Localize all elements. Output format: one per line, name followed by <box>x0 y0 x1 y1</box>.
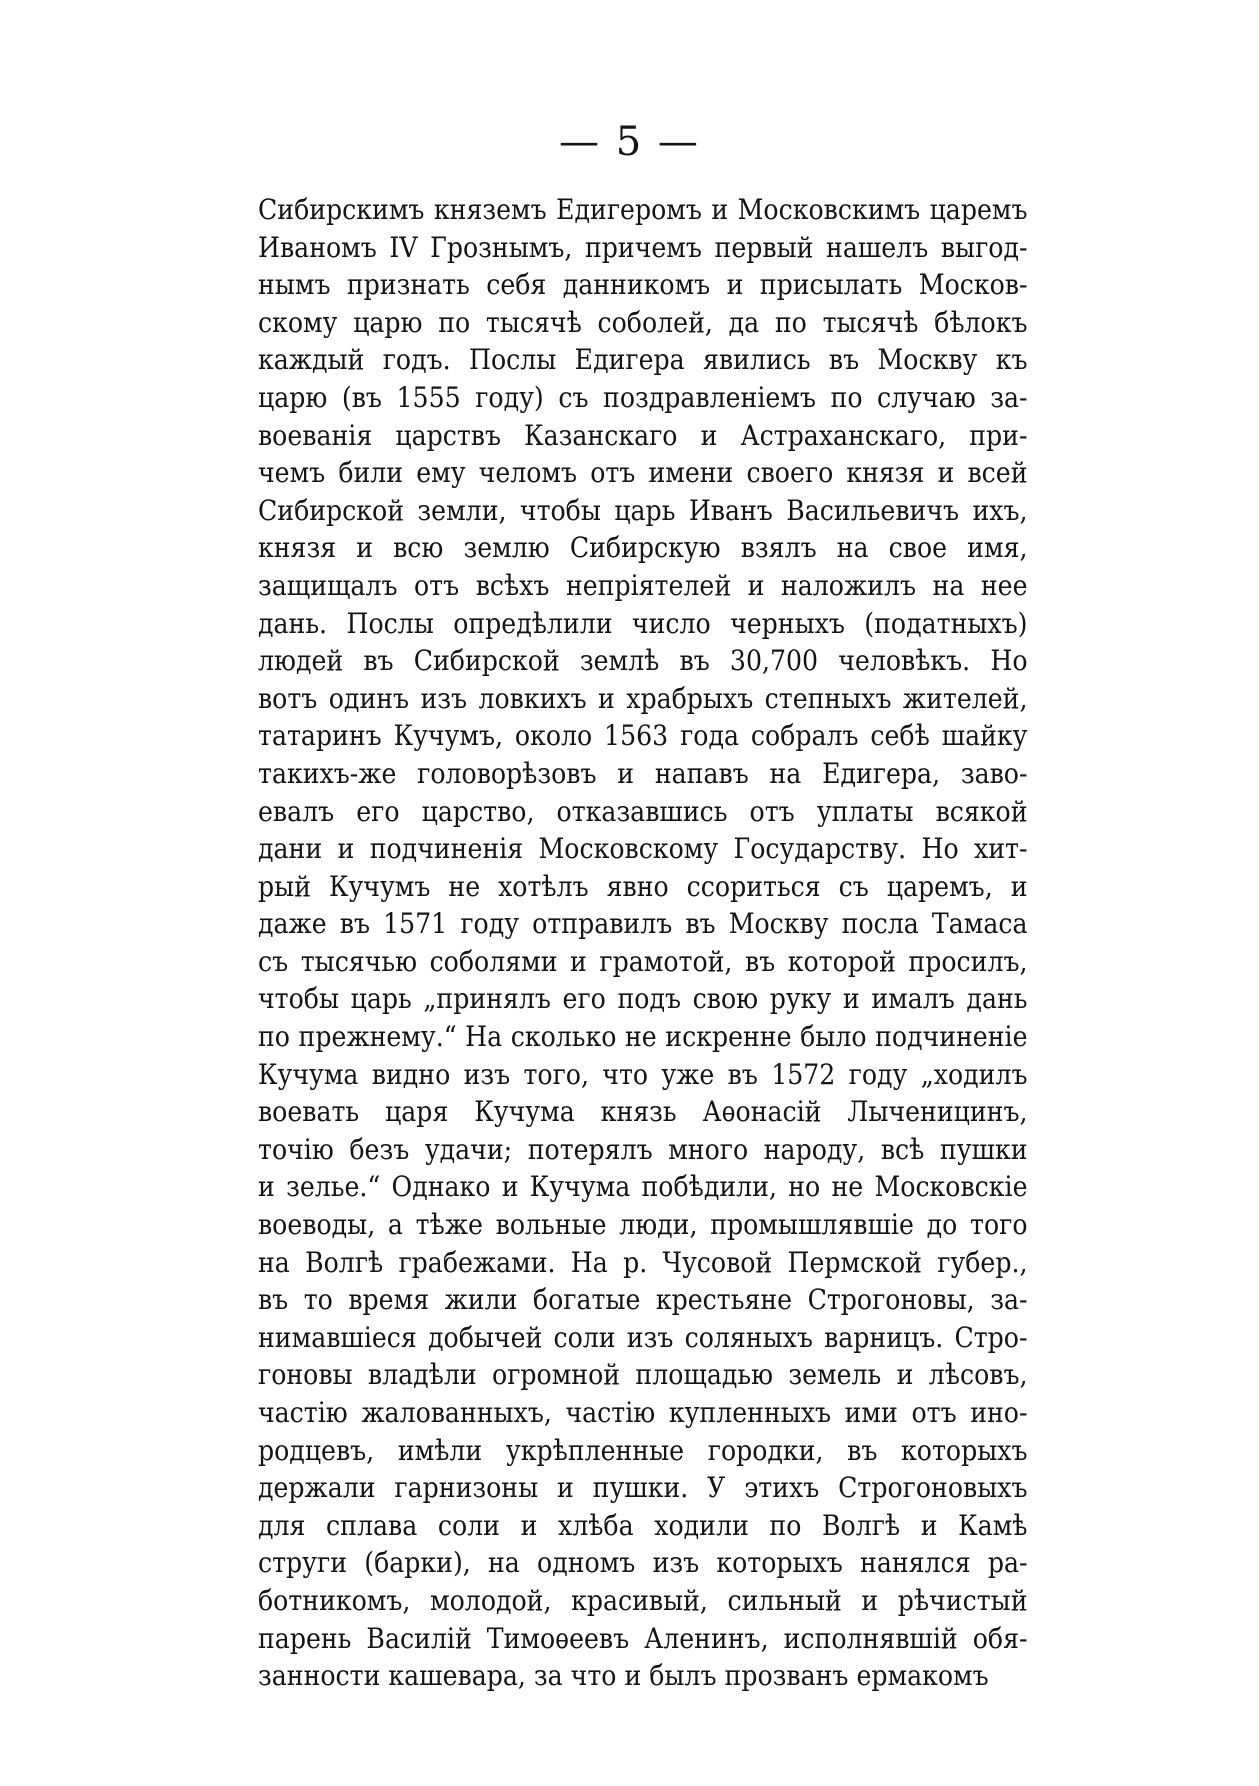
text-line: Иваномъ IV Грознымъ, причемъ первый нашелъ выгод- <box>258 230 1028 264</box>
text-line: воевать царя Кучума князь Аѳонасій Лыченицинъ, <box>258 1095 1028 1129</box>
text-line: дани и подчиненія Московскому Государству. Но хит- <box>258 832 1028 866</box>
text-line: для сплава соли и хлѣба ходили по Волгѣ и Камѣ <box>258 1508 1028 1542</box>
text-line: рый Кучумъ не хотѣлъ явно ссориться съ царемъ, и <box>258 869 1028 903</box>
text-line: князя и всю землю Сибирскую взялъ на свое имя, <box>258 531 1028 565</box>
text-line: нимавшіеся добычей соли изъ соляныхъ варницъ. Стро- <box>258 1320 1028 1354</box>
text-line: и зелье.“ Однако и Кучума побѣдили, но не Московскіе <box>258 1170 1028 1204</box>
text-line: съ тысячью соболями и грамотой, въ которой просилъ, <box>258 944 1028 978</box>
text-line: Сибирскимъ княземъ Едигеромъ и Московскимъ царемъ <box>258 193 1028 226</box>
text-line: Сибирской земли, чтобы царь Иванъ Васильевичъ ихъ, <box>258 493 1028 527</box>
text-line: частію жалованныхъ, частію купленныхъ ими отъ ино- <box>258 1396 1028 1429</box>
text-line: занности кашевара, за что и былъ прозванъ ермакомъ <box>258 1659 989 1693</box>
text-line: на Волгѣ грабежами. На р. Чусовой Пермской губер., <box>258 1245 1028 1279</box>
text-line: чемъ били ему челомъ отъ имени своего князя и всей <box>258 456 1028 490</box>
text-line: чтобы царь „принялъ его подъ свою руку и ималъ дань <box>258 982 1028 1016</box>
text-line: воеванія царствъ Казанскаго и Астраханскаго, при- <box>258 418 1028 452</box>
text-line: струги (барки), на одномъ изъ которыхъ нанялся ра- <box>258 1546 1028 1580</box>
text-line: царю (въ 1555 году) съ поздравленіемъ по случаю за- <box>258 380 1028 414</box>
text-line: такихъ-же головорѣзовъ и напавъ на Едигера, заво- <box>258 756 1028 790</box>
text-line: вотъ одинъ изъ ловкихъ и храбрыхъ степныхъ жителей, <box>258 681 1028 715</box>
page-number: — 5 — <box>559 119 700 165</box>
text-line: въ то время жили богатые крестьяне Строгоновы, за- <box>258 1283 1028 1317</box>
text-line: евалъ его царство, отказавшись отъ уплаты всякой <box>258 794 1028 828</box>
text-line: ботникомъ, молодой, красивый, сильный и рѣчистый <box>258 1583 1028 1617</box>
text-line: держали гарнизоны и пушки. У этихъ Строгоновыхъ <box>258 1471 1028 1505</box>
text-line: родцевъ, имѣли укрѣпленные городки, въ которыхъ <box>258 1433 1028 1467</box>
text-line: точію безъ удачи; потерялъ много народу, всѣ пушки <box>258 1132 1028 1166</box>
text-line: татаринъ Кучумъ, около 1563 года собралъ себѣ шайку <box>258 719 1028 753</box>
text-line: людей въ Сибирской землѣ въ 30,700 человѣкъ. Но <box>258 644 1028 678</box>
text-line: каждый годъ. Послы Едигера явились въ Москву къ <box>258 343 1028 377</box>
body-text <box>258 191 1028 1695</box>
text-line: даже въ 1571 году отправилъ въ Москву посла Тамаса <box>258 907 1028 941</box>
text-line: парень Василій Тимоѳеевъ Аленинъ, исполнявшій обя- <box>258 1621 1028 1655</box>
text-line: воеводы, а тѣже вольные люди, промышлявшіе до того <box>258 1208 1028 1242</box>
text-line: Кучума видно изъ того, что уже въ 1572 году „ходилъ <box>258 1057 1028 1091</box>
text-line: защищалъ отъ всѣхъ непріятелей и наложилъ на нее <box>258 568 1028 602</box>
text-line: по прежнему.“ На сколько не искренне было подчиненіе <box>258 1020 1028 1054</box>
text-line: нымъ признать себя данникомъ и присылать Москов- <box>258 268 1028 302</box>
text-line: гоновы владѣли огромной площадью земель и лѣсовъ, <box>258 1358 1028 1392</box>
text-line: скому царю по тысячѣ соболей, да по тысячѣ бѣлокъ <box>258 305 1028 339</box>
text-line: дань. Послы опредѣлили число черныхъ (податныхъ) <box>258 606 1028 640</box>
